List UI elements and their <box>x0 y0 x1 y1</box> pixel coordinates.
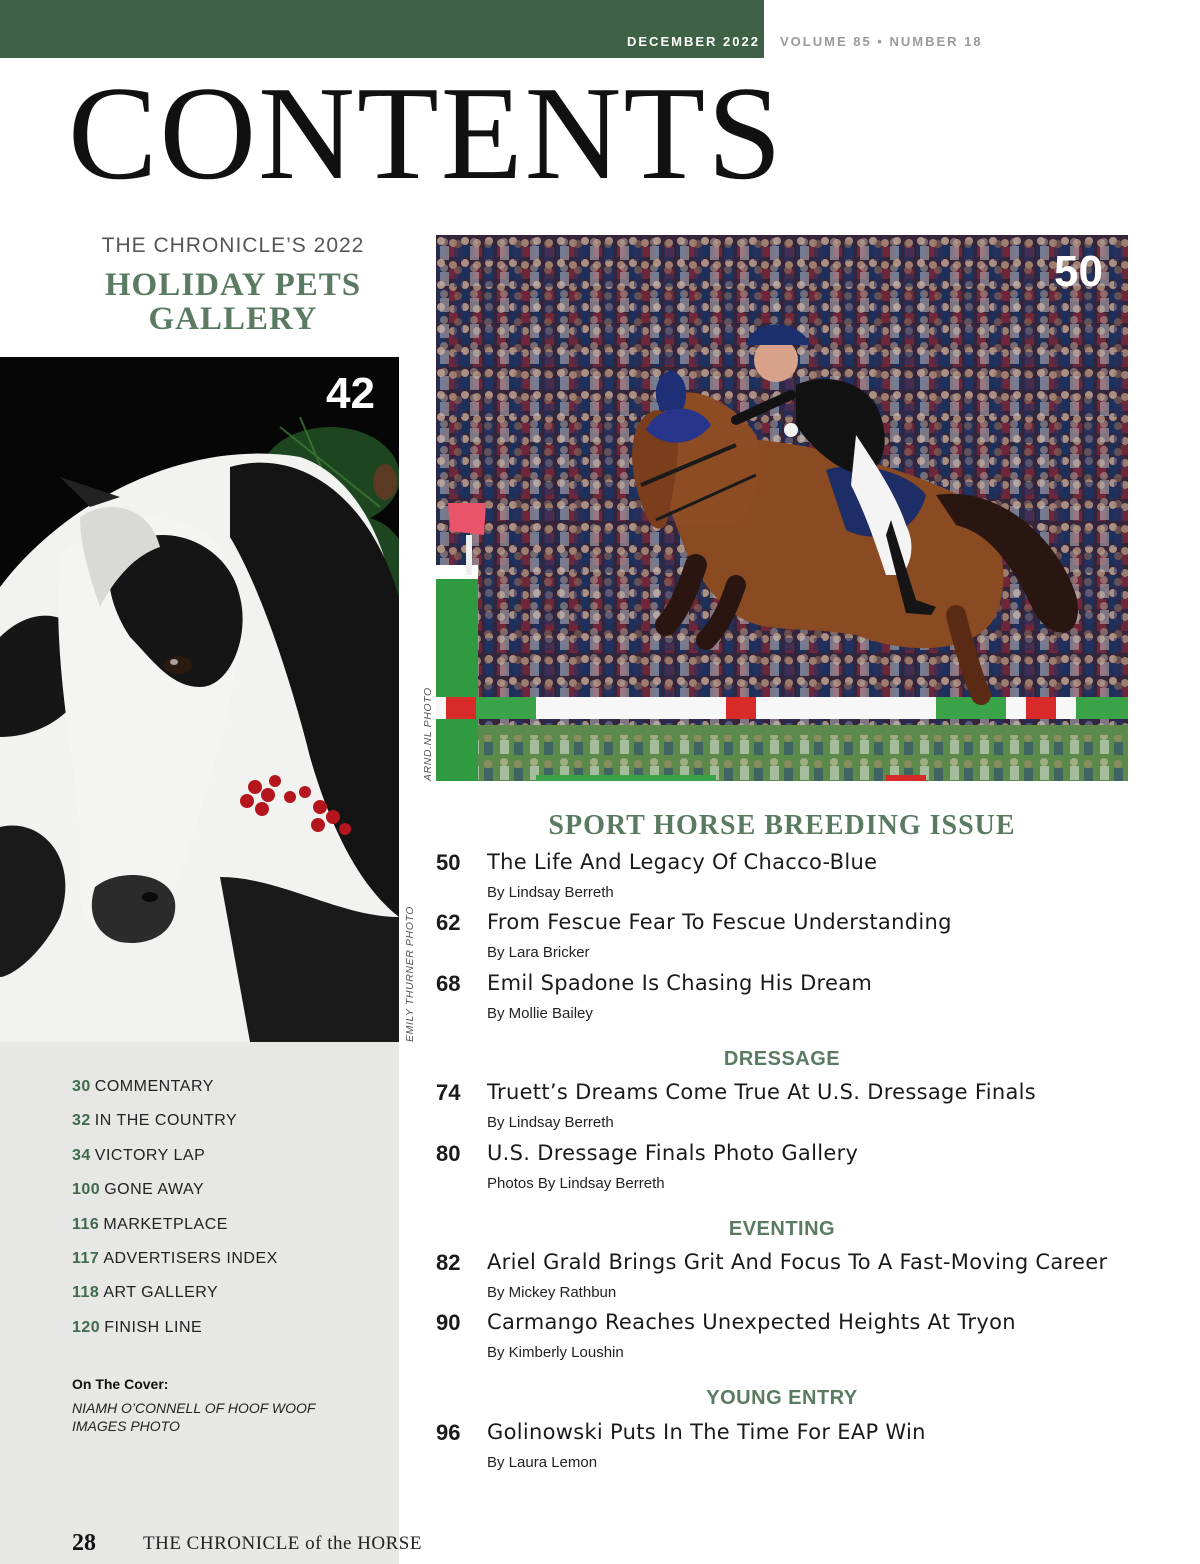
toc-byline: By Kimberly Loushin <box>487 1344 624 1361</box>
department-label: VICTORY LAP <box>94 1146 206 1164</box>
pets-title-line2: GALLERY <box>148 301 318 337</box>
toc-title: From Fescue Fear To Fescue Understanding <box>487 910 952 934</box>
department-page: 117 <box>72 1249 100 1267</box>
toc-page-number: 96 <box>436 1420 461 1445</box>
toc-byline: By Mollie Bailey <box>487 1005 593 1022</box>
toc-page-number: 80 <box>436 1141 461 1166</box>
masthead-logo: THE CHRONICLE of the HORSE <box>143 1533 422 1554</box>
department-page: 32 <box>72 1112 91 1130</box>
pets-photo-credit: EMILY THURNER PHOTO <box>404 905 416 1042</box>
section-heading-eventing: EVENTING <box>728 1218 836 1240</box>
department-label: ART GALLERY <box>103 1284 219 1302</box>
holiday-pets-photo[interactable] <box>0 357 399 1042</box>
department-item[interactable] <box>72 1250 278 1284</box>
toc-page-number: 82 <box>436 1250 461 1275</box>
toc-byline: By Laura Lemon <box>487 1454 598 1471</box>
department-item[interactable] <box>72 1284 278 1318</box>
department-page: 30 <box>72 1078 91 1095</box>
department-item[interactable] <box>72 1216 278 1250</box>
pets-title[interactable] <box>0 268 466 336</box>
department-label: MARKETPLACE <box>103 1215 228 1233</box>
department-item[interactable] <box>72 1181 278 1215</box>
section-heading-dressage: DRESSAGE <box>723 1048 841 1070</box>
toc-title: The Life And Legacy Of Chacco-Blue <box>487 850 878 874</box>
department-label: ADVERTISERS INDEX <box>103 1249 278 1267</box>
toc-title: Emil Spadone Is Chasing His Dream <box>487 971 873 995</box>
department-page: 116 <box>72 1215 100 1233</box>
toc-byline: By Mickey Rathbun <box>487 1284 617 1301</box>
department-page: 100 <box>72 1181 101 1199</box>
toc-page-number: 90 <box>436 1310 461 1335</box>
department-label: GONE AWAY <box>104 1181 205 1199</box>
page-title: CONTENTS <box>68 59 784 207</box>
departments-list <box>72 1078 278 1353</box>
issue-volume: VOLUME 85 • NUMBER 18 <box>780 34 983 49</box>
pets-title-line1: HOLIDAY PETS <box>104 267 362 303</box>
issue-date: DECEMBER 2022 <box>627 34 760 49</box>
section-heading-young-entry: YOUNG ENTRY <box>706 1387 858 1409</box>
pets-page-number: 42 <box>326 369 375 418</box>
header-band <box>0 0 764 58</box>
department-page: 34 <box>72 1146 91 1164</box>
toc-byline: Photos By Lindsay Berreth <box>487 1175 665 1192</box>
toc-page-number: 50 <box>436 850 461 875</box>
toc-title: Golinowski Puts In The Time For EAP Win <box>487 1420 926 1444</box>
section-heading-sport-horse-breeding: SPORT HORSE BREEDING ISSUE <box>548 810 1016 841</box>
lead-feature-photo[interactable] <box>436 235 1128 781</box>
lead-page-number: 50 <box>1054 247 1103 296</box>
department-page: 120 <box>72 1318 101 1336</box>
pets-kicker: THE CHRONICLE’S 2022 <box>101 234 365 257</box>
toc-byline: By Lara Bricker <box>487 944 590 961</box>
department-page: 118 <box>72 1284 100 1302</box>
department-label: FINISH LINE <box>104 1318 203 1336</box>
cover-label: On The Cover: <box>72 1376 169 1392</box>
toc-page-number: 74 <box>436 1080 461 1105</box>
lead-photo-credit: ARND.NL PHOTO <box>422 687 434 781</box>
show-jumping-image <box>436 235 1128 781</box>
cover-credit: NIAMH O’CONNELL OF HOOF WOOF IMAGES PHOTO <box>72 1400 316 1434</box>
toc-byline: By Lindsay Berreth <box>487 884 614 901</box>
toc-title: U.S. Dressage Finals Photo Gallery <box>487 1141 859 1165</box>
toc-page-number: 68 <box>436 971 461 996</box>
horse-wreath-image <box>0 357 399 1042</box>
department-label: COMMENTARY <box>94 1078 214 1095</box>
department-item[interactable] <box>72 1319 278 1353</box>
page-number: 28 <box>72 1530 96 1556</box>
department-item[interactable] <box>72 1078 278 1112</box>
toc-byline: By Lindsay Berreth <box>487 1114 614 1131</box>
toc-page-number: 62 <box>436 910 461 935</box>
department-label: IN THE COUNTRY <box>94 1112 238 1130</box>
department-item[interactable] <box>72 1147 278 1181</box>
toc-title: Truett’s Dreams Come True At U.S. Dressage Finals <box>487 1080 1037 1104</box>
toc-title: Ariel Grald Brings Grit And Focus To A Fast-Moving Career <box>487 1250 1108 1274</box>
department-item[interactable] <box>72 1112 278 1146</box>
toc-title: Carmango Reaches Unexpected Heights At Tryon <box>487 1310 1016 1334</box>
